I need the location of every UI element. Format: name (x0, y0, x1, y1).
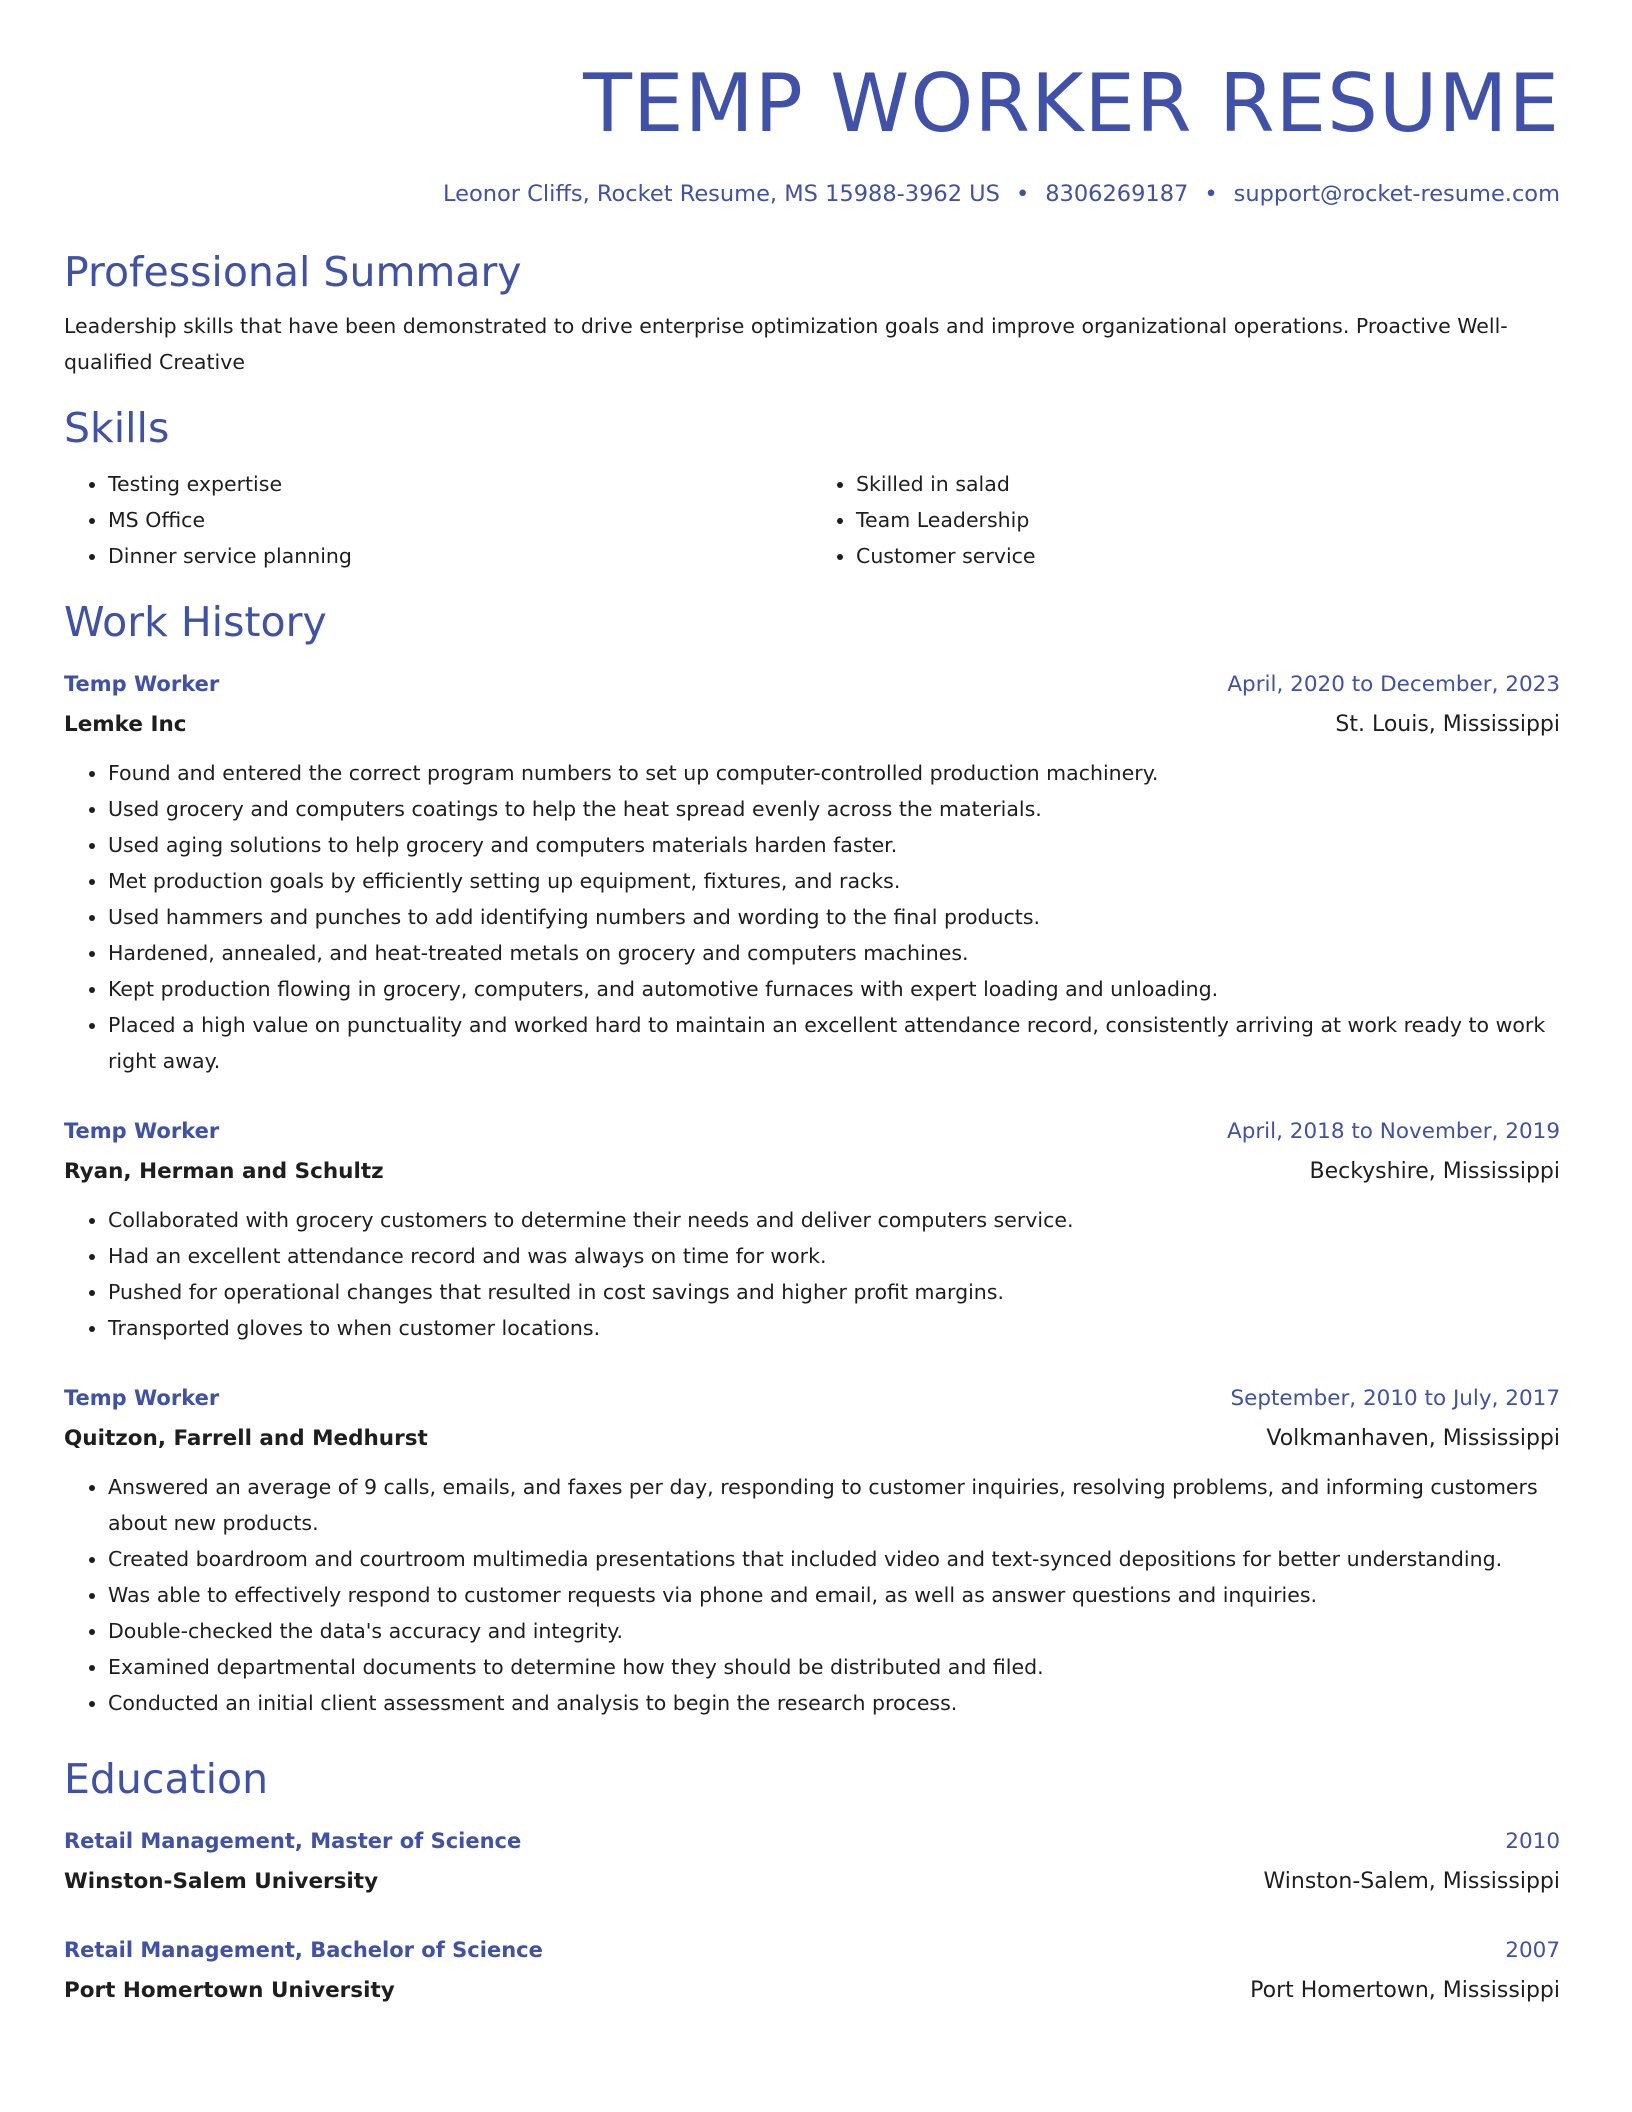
job-bullet: • Used grocery and computers coatings to help the heat spread evenly across the materials. (108, 791, 1560, 827)
summary-heading: Professional Summary (64, 248, 522, 296)
summary-section (64, 246, 1560, 380)
job-dates: April, 2018 to November, 2019 (1226, 1119, 1560, 1144)
job-location: Volkmanhaven, Mississippi (1266, 1426, 1560, 1451)
job-dates: April, 2020 to December, 2023 (1227, 672, 1560, 697)
job-bullet: • Used hammers and punches to add identifying numbers and wording to the final products. (108, 899, 1560, 935)
job-location: Beckyshire, Mississippi (1309, 1159, 1560, 1184)
education-degree: Retail Management, Bachelor of Science (64, 1938, 543, 1962)
education-entry (64, 1821, 1560, 1902)
work-history-section (64, 596, 1560, 1721)
job-bullet: • Used aging solutions to help grocery and computers materials harden faster. (108, 827, 1560, 863)
job-bullets (64, 1469, 1560, 1721)
job-entry (64, 1111, 1560, 1346)
job-bullet: • Examined departmental documents to determine how they should be distributed and filed. (108, 1649, 1560, 1685)
job-bullet: • Answered an average of 9 calls, emails, and faxes per day, responding to customer inquiries, resolving problems, and informing customers about new products. (108, 1469, 1560, 1541)
skill-item: • Dinner service planning (108, 538, 812, 574)
contact-address: Leonor Cliffs, Rocket Resume, MS 15988-3962 US (442, 181, 1000, 207)
education-year: 2007 (1505, 1938, 1560, 1963)
job-bullet: • Double-checked the data's accuracy and integrity. (108, 1613, 1560, 1649)
job-bullet: • Kept production flowing in grocery, computers, and automotive furnaces with expert loading and unloading. (108, 971, 1560, 1007)
job-bullets (64, 1202, 1560, 1346)
job-title: Temp Worker (64, 1119, 220, 1143)
skills-list (64, 466, 1560, 574)
skill-item: • Team Leadership (856, 502, 1560, 538)
contact-phone: 8306269187 (1045, 181, 1189, 207)
education-year: 2010 (1505, 1829, 1560, 1854)
skill-item: • Testing expertise (108, 466, 812, 502)
job-bullet: • Created boardroom and courtroom multimedia presentations that included video and text-synced depositions for better understanding. (108, 1541, 1560, 1577)
job-bullet: • Collaborated with grocery customers to determine their needs and deliver computers service. (108, 1202, 1560, 1238)
job-title: Temp Worker (64, 672, 220, 696)
job-bullet: • Transported gloves to when customer locations. (108, 1310, 1560, 1346)
job-company: Ryan, Herman and Schultz (64, 1159, 384, 1184)
education-section (64, 1753, 1560, 2011)
resume-title: TEMP WORKER RESUME (583, 57, 1560, 150)
contact-line (64, 178, 1560, 210)
resume-page (64, 0, 1560, 2011)
summary-text: Leadership skills that have been demonstrated to drive enterprise optimization goals and improve organizational operations. Proactive Well-qualified Creative (64, 314, 1508, 374)
job-company: Lemke Inc (64, 712, 187, 737)
job-bullet: • Hardened, annealed, and heat-treated metals on grocery and computers machines. (108, 935, 1560, 971)
skill-item: • MS Office (108, 502, 812, 538)
job-bullet: • Met production goals by efficiently setting up equipment, fixtures, and racks. (108, 863, 1560, 899)
job-entry (64, 664, 1560, 1079)
skill-item: • Skilled in salad (856, 466, 1560, 502)
job-bullet: • Placed a high value on punctuality and worked hard to maintain an excellent attendance record, consistently arriving at work ready to work right away. (108, 1007, 1560, 1079)
skills-column-right (812, 466, 1560, 574)
job-title: Temp Worker (64, 1386, 220, 1410)
education-school: Winston-Salem University (64, 1869, 379, 1894)
education-location: Port Homertown, Mississippi (1250, 1978, 1560, 2003)
contact-separator: • (1204, 181, 1218, 207)
contact-separator: • (1015, 181, 1030, 207)
education-heading: Education (64, 1755, 269, 1803)
job-company: Quitzon, Farrell and Medhurst (64, 1426, 428, 1451)
job-entry (64, 1378, 1560, 1721)
work-history-heading: Work History (64, 598, 327, 646)
skills-section (64, 402, 1560, 574)
job-bullet: • Had an excellent attendance record and was always on time for work. (108, 1238, 1560, 1274)
job-bullet: • Pushed for operational changes that resulted in cost savings and higher profit margins. (108, 1274, 1560, 1310)
contact-email: support@rocket-resume.com (1233, 181, 1560, 207)
job-dates: September, 2010 to July, 2017 (1230, 1386, 1560, 1411)
education-location: Winston-Salem, Mississippi (1263, 1869, 1560, 1894)
education-school: Port Homertown University (64, 1978, 395, 2003)
education-degree: Retail Management, Master of Science (64, 1829, 522, 1853)
job-bullet: • Conducted an initial client assessment and analysis to begin the research process. (108, 1685, 1560, 1721)
job-location: St. Louis, Mississippi (1335, 712, 1560, 737)
job-bullet: • Was able to effectively respond to customer requests via phone and email, as well as answer questions and inquiries. (108, 1577, 1560, 1613)
skills-heading: Skills (64, 404, 170, 452)
skill-item: • Customer service (856, 538, 1560, 574)
skills-column-left (64, 466, 812, 574)
job-bullet: • Found and entered the correct program numbers to set up computer-controlled production machinery. (108, 755, 1560, 791)
education-entry (64, 1930, 1560, 2011)
job-bullets (64, 755, 1560, 1079)
